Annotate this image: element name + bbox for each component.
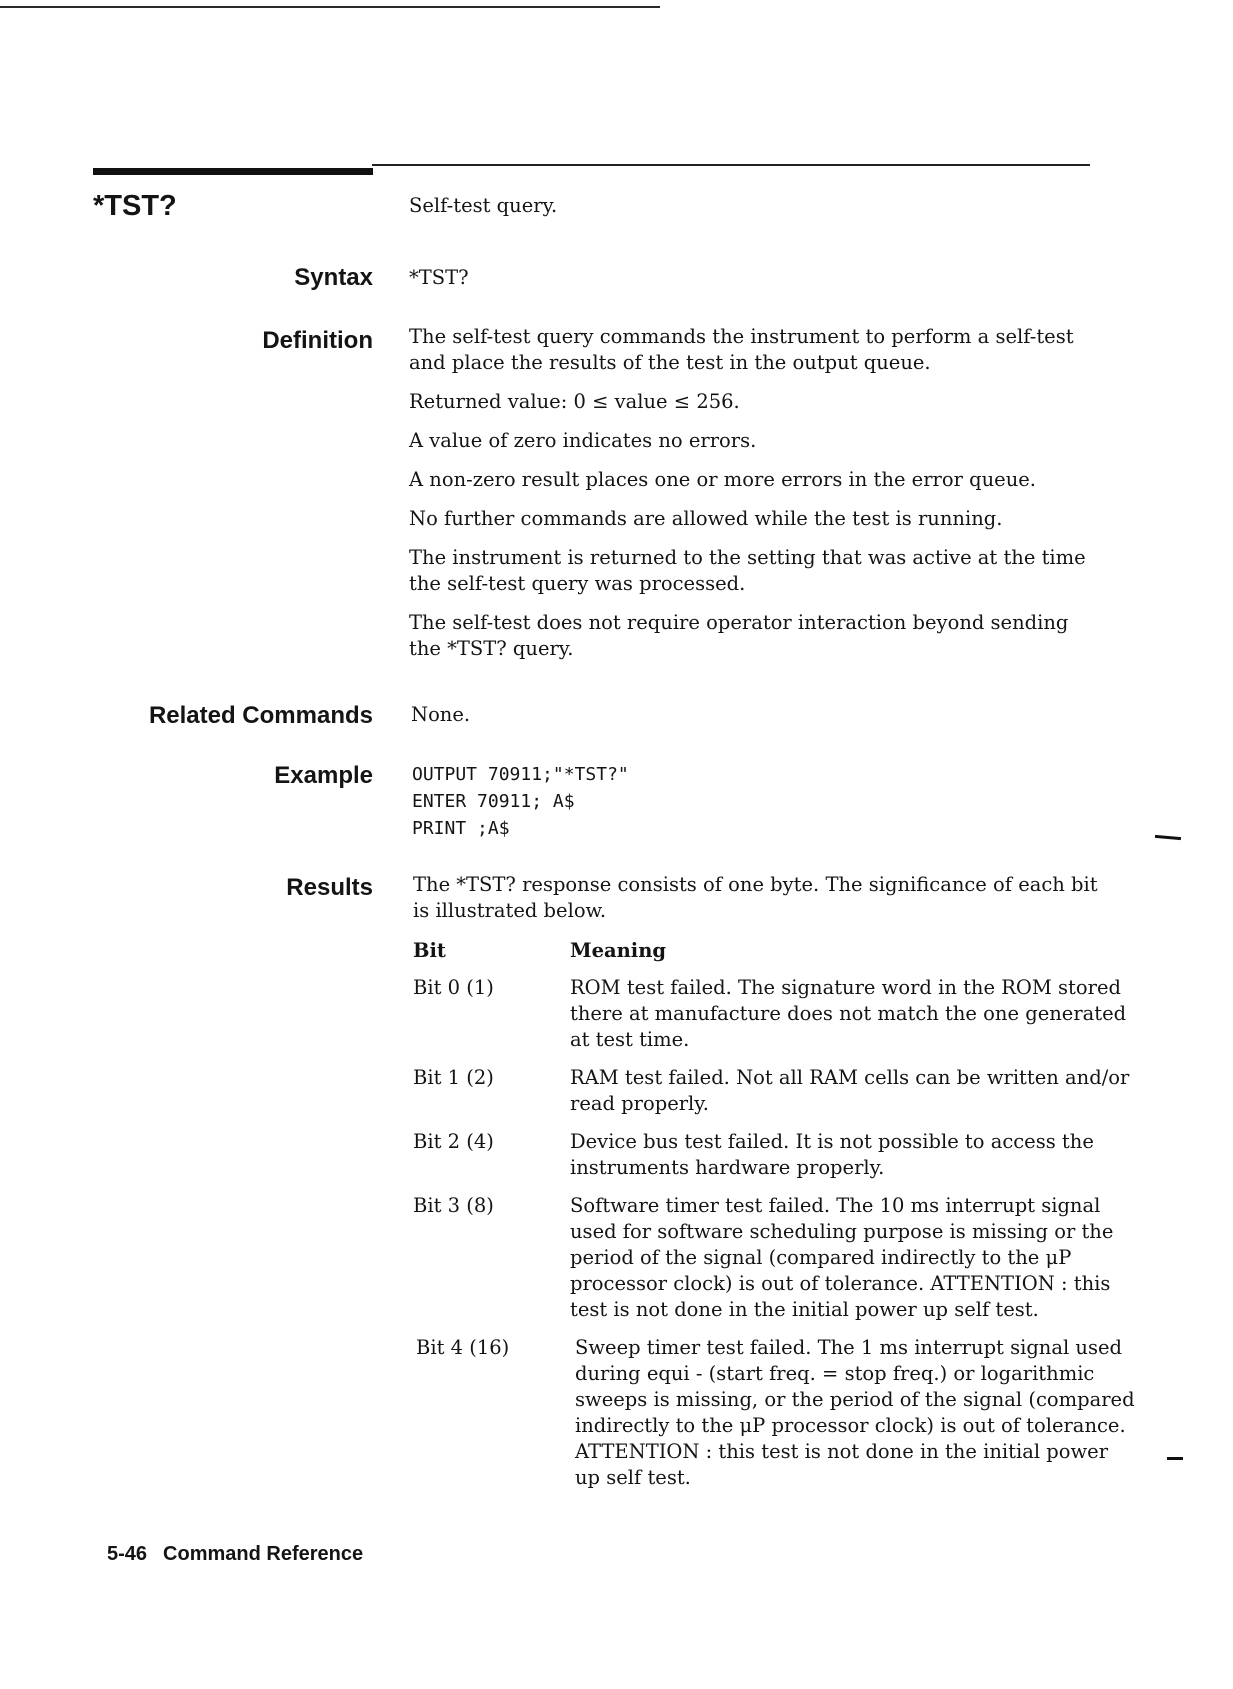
definition-label: Definition — [262, 327, 373, 354]
section-rule-thick — [93, 168, 373, 175]
table-row-meaning: ROM test failed. The signature word in the ROM stored there at manufacture does not match the one generated at test time. — [570, 976, 1127, 1051]
results-bit-table — [413, 938, 1133, 1498]
table-row-bit: Bit 4 (16) — [416, 1336, 510, 1359]
margin-mark — [1167, 1457, 1183, 1460]
example-code — [412, 761, 629, 842]
scan-artifact-line — [0, 6, 660, 8]
definition-paragraph: A value of zero indicates no errors. — [409, 429, 757, 452]
definition-paragraph: A non-zero result places one or more errors in the error queue. — [409, 468, 1036, 491]
table-row-bit: Bit 0 (1) — [413, 976, 494, 999]
related-commands-label: Related Commands — [148, 702, 373, 729]
command-summary: Self-test query. — [409, 194, 558, 217]
page-footer — [107, 1543, 363, 1566]
table-row-meaning: Sweep timer test failed. The 1 ms interrupt signal used during equi - (start freq. = stop freq.) or logarithmic sweeps is missing, or the period of the signal (compared indirectly to the μP processor clock) is out of tolerance. ATTENTION : this test is not done in the initial power up self test. — [575, 1336, 1135, 1489]
section-rule-thin — [372, 164, 1090, 166]
table-row-meaning: Device bus test failed. It is not possible to access the instruments hardware properly. — [570, 1130, 1094, 1179]
definition-paragraph: The self-test query commands the instrument to perform a self-test and place the results of the test in the output queue. — [409, 325, 1074, 374]
page-number: 5-46 — [107, 1543, 148, 1565]
table-row-bit: Bit 3 (8) — [413, 1194, 494, 1217]
margin-mark — [1155, 835, 1181, 840]
definition-paragraph: The self-test does not require operator interaction beyond sending the *TST? query. — [409, 611, 1069, 660]
results-label: Results — [286, 874, 373, 901]
example-code-line: ENTER 70911; A$ — [412, 791, 575, 812]
table-row-bit: Bit 2 (4) — [413, 1130, 494, 1153]
related-commands-value: None. — [411, 703, 471, 726]
command-title: *TST? — [93, 190, 177, 222]
syntax-label: Syntax — [294, 264, 373, 291]
definition-paragraph: Returned value: 0 ≤ value ≤ 256. — [409, 390, 740, 413]
table-row-bit: Bit 1 (2) — [413, 1066, 494, 1089]
definition-body — [409, 324, 1099, 675]
table-row-meaning: Software timer test failed. The 10 ms interrupt signal used for software scheduling purpose is missing or the period of the signal (compared indirectly to the μP processor clock) is out of tolerance. ATTENTION : this test is not done in the initial power up self test. — [570, 1194, 1114, 1321]
footer-section: Command Reference — [163, 1543, 364, 1565]
definition-paragraph: The instrument is returned to the setting that was active at the time the self-test query was processed. — [409, 546, 1086, 595]
column-header-bit: Bit — [413, 939, 446, 962]
example-label: Example — [274, 762, 373, 789]
example-code-line: PRINT ;A$ — [412, 818, 510, 839]
example-code-line: OUTPUT 70911;"*TST?" — [412, 764, 629, 785]
column-header-meaning: Meaning — [570, 939, 667, 962]
table-row-meaning: RAM test failed. Not all RAM cells can be written and/or read properly. — [570, 1066, 1130, 1115]
definition-paragraph: No further commands are allowed while the test is running. — [409, 507, 1003, 530]
syntax-value: *TST? — [409, 266, 469, 289]
results-intro: The *TST? response consists of one byte. The significance of each bit is illustrated below. — [413, 873, 1098, 922]
